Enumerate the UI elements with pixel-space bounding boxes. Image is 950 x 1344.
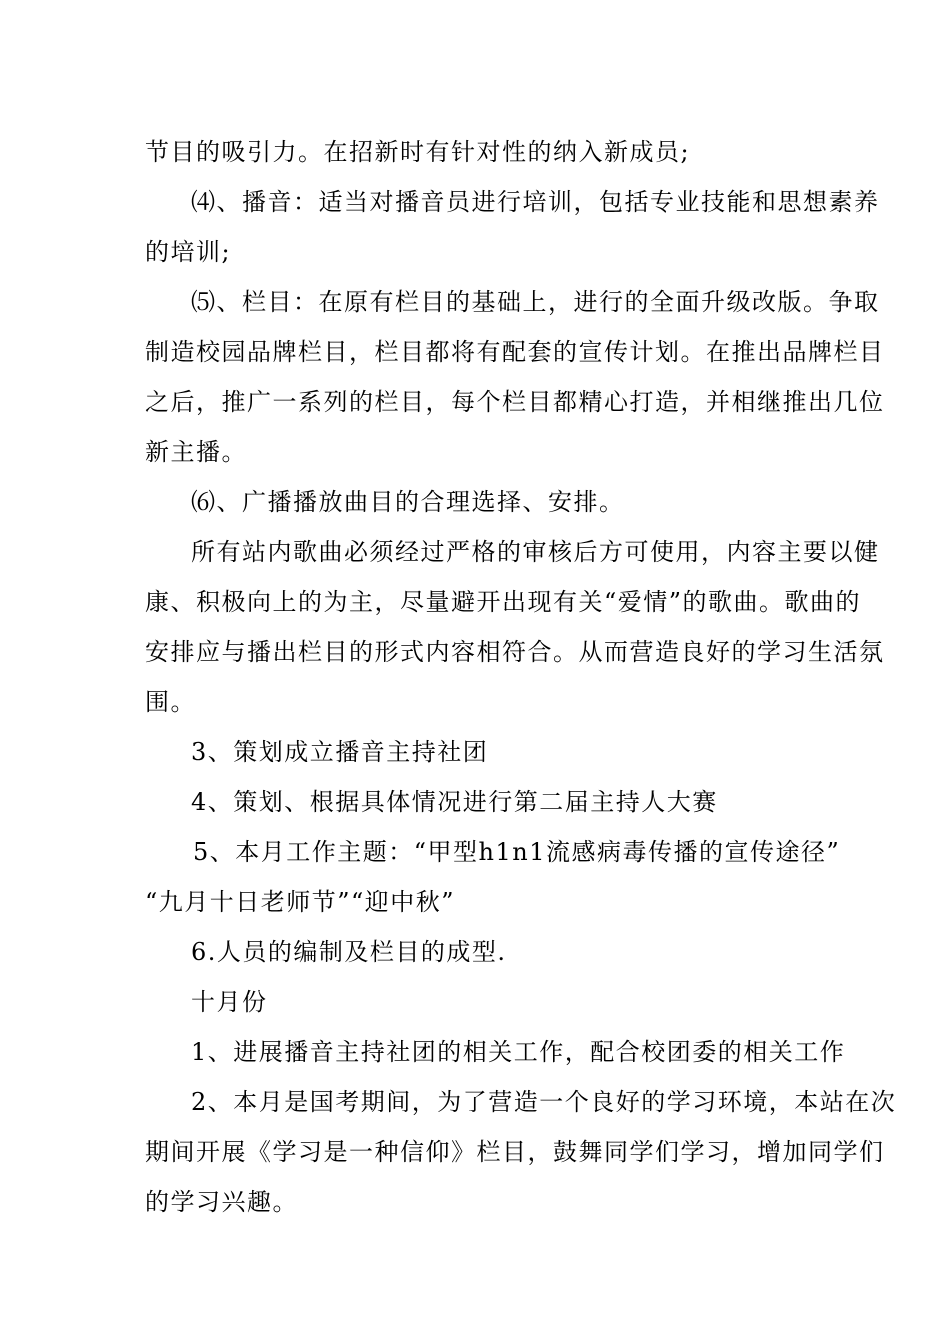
list-item-4: 4、策划、根据具体情况进行第二届主持人大赛 — [191, 788, 718, 816]
text-line: 的学习兴趣。 — [145, 1188, 298, 1216]
text-line: 新主播。 — [145, 438, 247, 466]
text-line: 安排应与播出栏目的形式内容相符合。从而营造良好的学习生活氛 — [145, 638, 885, 666]
list-item-5-columns: ⑸、栏目：在原有栏目的基础上，进行的全面升级改版。争取 — [191, 288, 880, 316]
text-line: 期间开展《学习是一种信仰》栏目，鼓舞同学们学习，增加同学们 — [145, 1138, 885, 1166]
text-line: 节目的吸引力。在招新时有针对性的纳入新成员; — [145, 138, 691, 166]
text-line: 的培训; — [145, 238, 232, 266]
section-heading-october: 十月份 — [191, 988, 268, 1016]
text-line: “九月十日老师节”“迎中秋” — [145, 888, 456, 916]
list-item-6: 6.人员的编制及栏目的成型. — [191, 938, 507, 966]
text-line: 制造校园品牌栏目，栏目都将有配套的宣传计划。在推出品牌栏目 — [145, 338, 885, 366]
text-line: 之后，推广一系列的栏目，每个栏目都精心打造，并相继推出几位 — [145, 388, 885, 416]
list-item-6-music: ⑹、广播播放曲目的合理选择、安排。 — [191, 488, 625, 516]
paragraph-songs: 所有站内歌曲必须经过严格的审核后方可使用，内容主要以健 — [191, 538, 880, 566]
list-item-4-broadcasting: ⑷、播音：适当对播音员进行培训，包括专业技能和思想素养 — [191, 188, 880, 216]
list-item-2: 2、本月是国考期间，为了营造一个良好的学习环境，本站在次 — [191, 1088, 897, 1116]
list-item-3: 3、策划成立播音主持社团 — [191, 738, 489, 766]
document-body — [145, 127, 897, 1227]
text-line: 围。 — [145, 688, 196, 716]
list-item-1: 1、进展播音主持社团的相关工作，配合校团委的相关工作 — [191, 1038, 846, 1066]
list-item-5-theme: 5、本月工作主题：“甲型h1n1流感病毒传播的宣传途径” — [193, 838, 841, 866]
text-line: 康、积极向上的为主，尽量避开出现有关“爱情”的歌曲。歌曲的 — [145, 588, 862, 616]
